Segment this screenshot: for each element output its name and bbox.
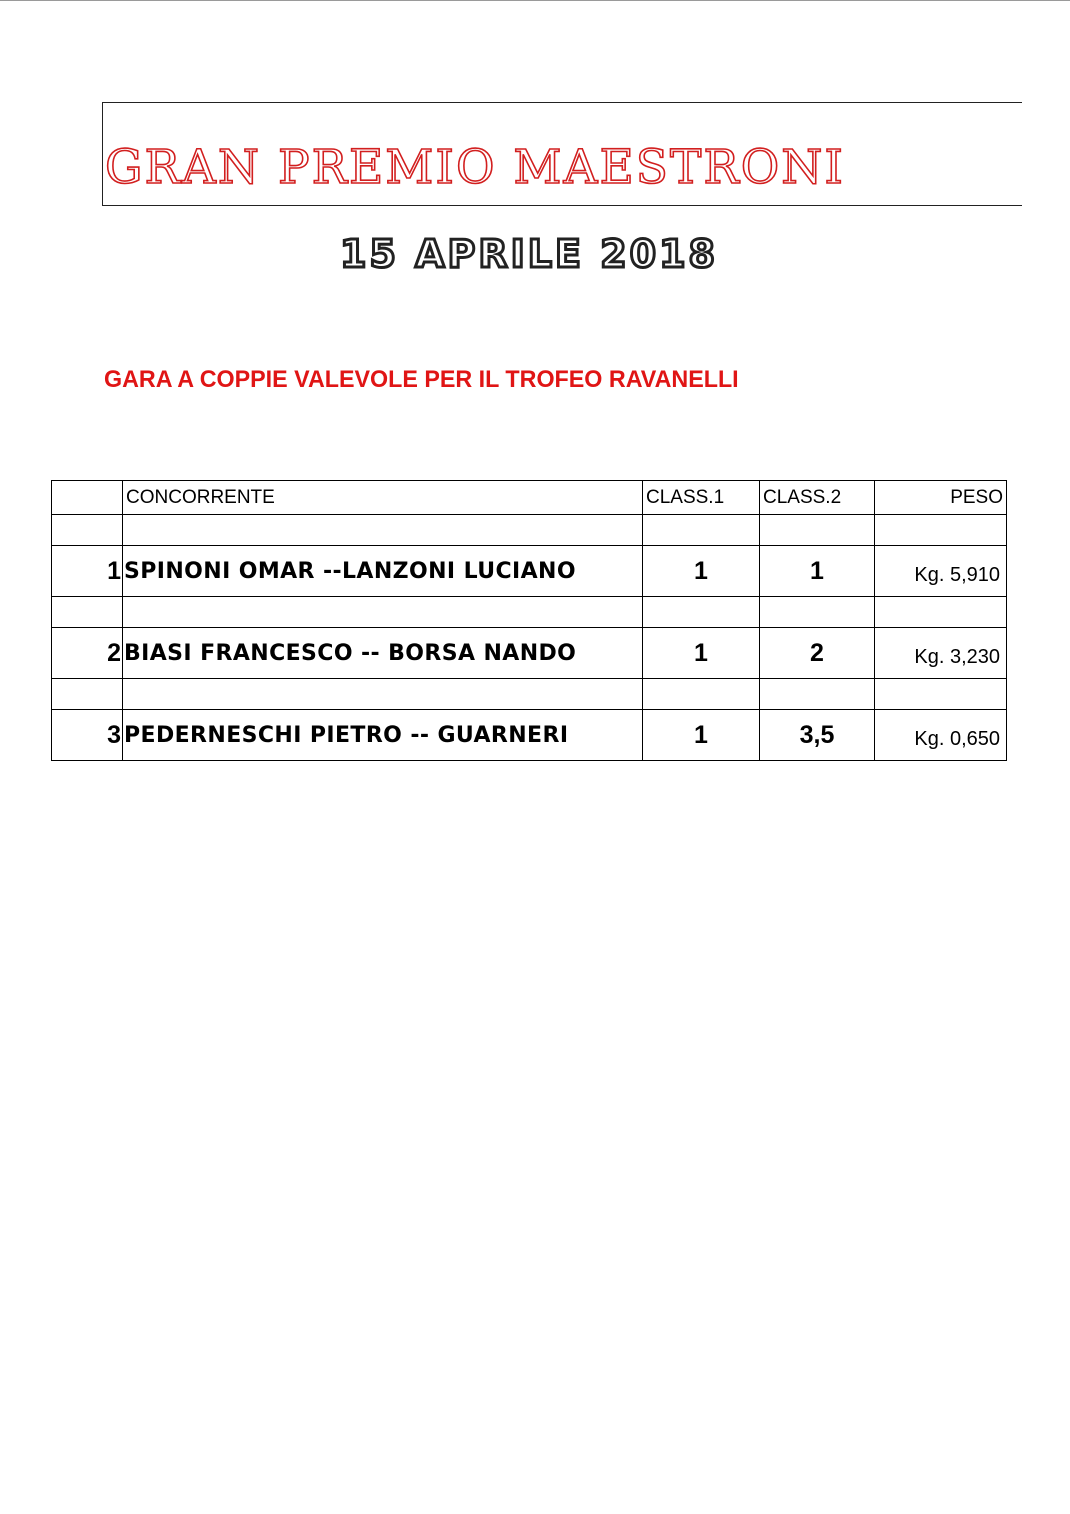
row-position: 2: [52, 628, 123, 679]
header-class1: CLASS.1: [643, 481, 760, 515]
results-table: [51, 480, 1007, 761]
spacer-cell: [643, 679, 760, 710]
spacer-cell: [760, 679, 875, 710]
top-rule: [0, 0, 1070, 1]
spacer-row: [52, 515, 1007, 546]
table-row: [52, 546, 1007, 597]
row-class1: 1: [643, 628, 760, 679]
header-concorrente: CONCORRENTE: [123, 481, 643, 515]
spacer-cell: [123, 597, 643, 628]
row-class2: 2: [760, 628, 875, 679]
spacer-cell: [875, 679, 1007, 710]
header-peso: PESO: [875, 481, 1007, 515]
spacer-cell: [643, 515, 760, 546]
row-concorrente: PEDERNESCHI PIETRO -- GUARNERI: [123, 710, 643, 761]
spacer-cell: [52, 679, 123, 710]
spacer-row: [52, 597, 1007, 628]
spacer-cell: [875, 515, 1007, 546]
table-row: [52, 628, 1007, 679]
spacer-cell: [760, 597, 875, 628]
header-position-cell: [52, 481, 123, 515]
row-position: 1: [52, 546, 123, 597]
table-row: [52, 710, 1007, 761]
row-concorrente: BIASI FRANCESCO -- BORSA NANDO: [123, 628, 643, 679]
spacer-cell: [875, 597, 1007, 628]
page-title: GRAN PREMIO MAESTRONI: [105, 140, 845, 195]
spacer-row: [52, 679, 1007, 710]
row-peso: Kg. 5,910: [875, 546, 1007, 597]
row-concorrente: SPINONI OMAR --LANZONI LUCIANO: [123, 546, 643, 597]
spacer-cell: [643, 597, 760, 628]
row-class1: 1: [643, 546, 760, 597]
spacer-cell: [123, 515, 643, 546]
row-class1: 1: [643, 710, 760, 761]
event-date: 15 APRILE 2018: [340, 232, 718, 276]
spacer-cell: [760, 515, 875, 546]
spacer-cell: [123, 679, 643, 710]
row-position: 3: [52, 710, 123, 761]
spacer-cell: [52, 597, 123, 628]
competition-subtitle: GARA A COPPIE VALEVOLE PER IL TROFEO RAVANELLI: [104, 366, 739, 393]
row-class2: 3,5: [760, 710, 875, 761]
spacer-cell: [52, 515, 123, 546]
row-peso: Kg. 0,650: [875, 710, 1007, 761]
table-header-row: [52, 481, 1007, 515]
header-class2: CLASS.2: [760, 481, 875, 515]
row-peso: Kg. 3,230: [875, 628, 1007, 679]
row-class2: 1: [760, 546, 875, 597]
